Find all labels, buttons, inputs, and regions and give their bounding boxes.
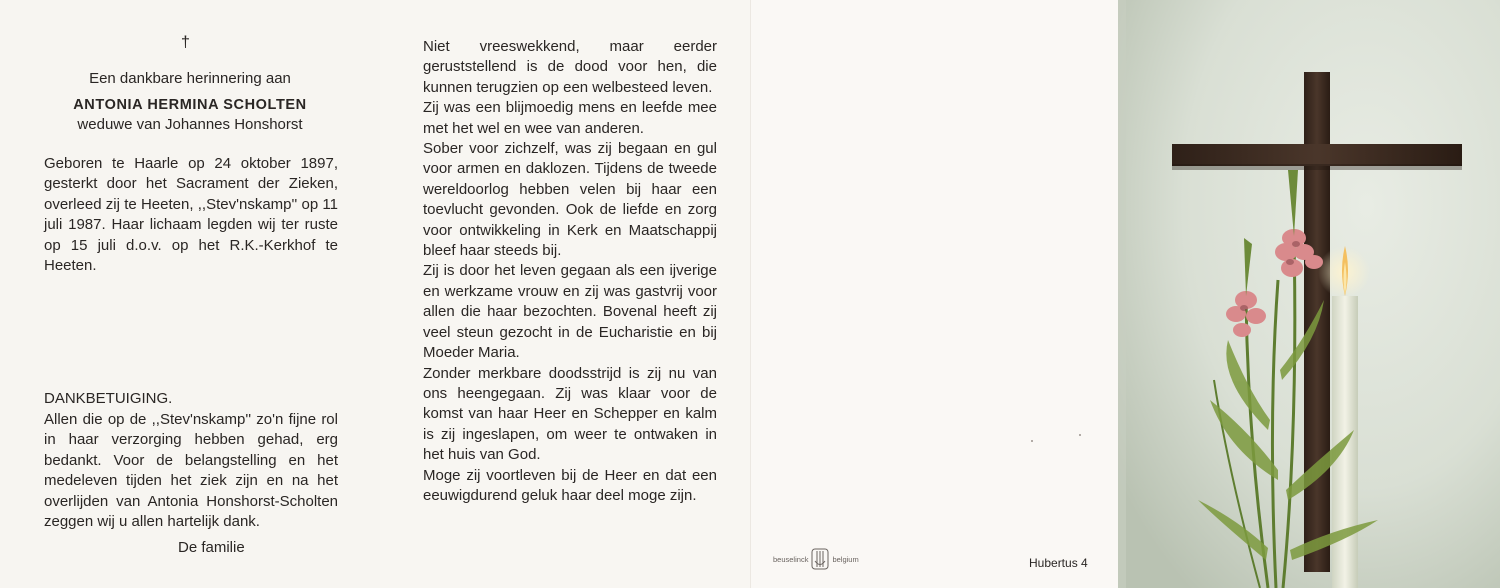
paragraph: Moge zij voortleven bij de Heer en dat een eeuwigdurend geluk haar deel moge zijn. — [423, 466, 717, 504]
memorial-photo — [1118, 0, 1500, 588]
thanks-text: Allen die op de ,,Stev'nskamp'' zo'n fijne rol in haar verzorging hebben gehad, erg bedankt. Voor de belangstelling en het medeleven tijden het ziek zijn en na het overlijden van Antonia Honshorst-Scholten zeggen wij u allen hartelijk dank. — [44, 411, 338, 531]
biography-text: Geboren te Haarle op 24 oktober 1897, gesterkt door het Sacrament der Zieken, overleed zij te Heeten, ,,Stev'nskamp'' op 11 juli 1987. Haar lichaam legden wij ter ruste op 15 juli d.o.v. op het R.K.-Kerkhof te Heeten. — [44, 155, 338, 275]
photo-illustration — [1118, 0, 1500, 588]
print-code: Hubertus 4 — [1029, 556, 1088, 570]
memorial-text — [423, 37, 717, 506]
intro-line: Een dankbare herinnering aan — [89, 70, 291, 87]
family-signature: De familie — [178, 539, 245, 556]
widow-line: weduwe van Johannes Honshorst — [77, 116, 303, 133]
logo-left-text: beuselinck — [773, 554, 809, 564]
paper-speck — [1079, 434, 1081, 436]
card-left-panel — [0, 0, 380, 588]
card-middle-panel — [380, 0, 750, 588]
thanks-heading: DANKBETUIGING. — [44, 390, 173, 407]
deceased-name: ANTONIA HERMINA SCHOLTEN — [73, 97, 307, 113]
paragraph: Niet vreeswekkend, maar eerder geruststellend is de dood voor hen, die kunnen terugzien op een welbesteed leven. — [423, 38, 717, 96]
paragraph: Zij was een blijmoedig mens en leefde mee met het wel en wee van anderen. — [423, 99, 717, 137]
publisher-mark-icon — [811, 548, 829, 570]
paragraph: Zonder merkbare doodsstrijd is zij nu van ons heengegaan. Zij was klaar voor de komst van haar Heer en Schepper en kalm is zij ingeslapen, om weer te ontwaken in het huis van God. — [423, 364, 717, 464]
paragraph: Sober voor zichzelf, was zij begaan en gul voor armen en daklozen. Tijdens de tweede wereldoorlog hebben velen bij haar een toevlucht gevonden. Ook de liefde en zorg voor ontwikkeling in Kerk en Maatschappij bleef haar steeds bij. — [423, 140, 717, 260]
card-back-panel — [750, 0, 1119, 588]
cross-symbol: † — [181, 34, 190, 51]
logo-right-text: belgium — [832, 554, 859, 564]
publisher-logo — [773, 548, 859, 570]
paragraph: Zij is door het leven gegaan als een ijverige en werkzame vrouw en zij was gastvrij voor allen die haar bezochten. Bovenal heeft zij veel steun gezocht in de Eucharistie en bij Moeder Maria. — [423, 262, 717, 362]
paper-speck — [1031, 440, 1033, 442]
